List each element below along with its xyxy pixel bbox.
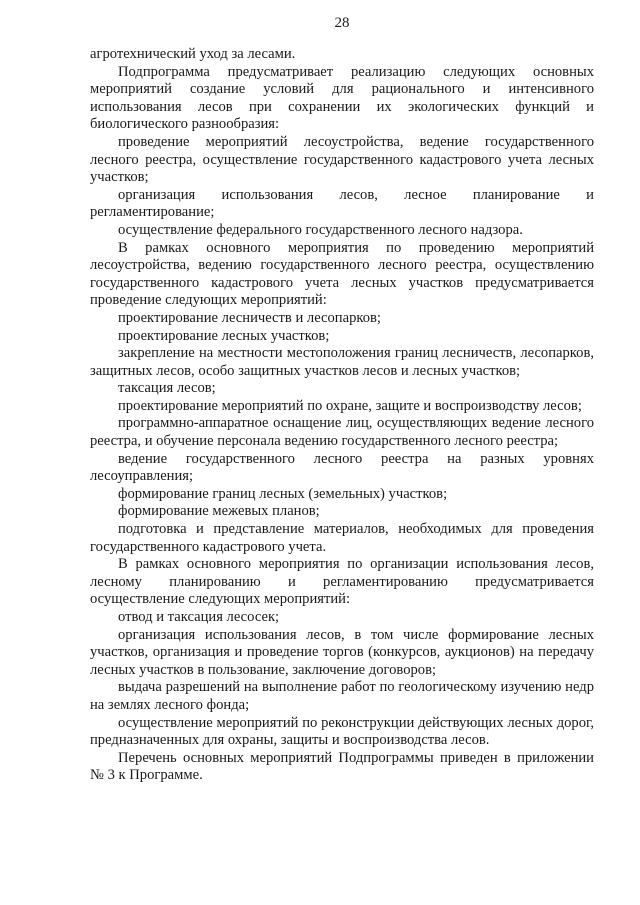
paragraph: осуществление федерального государственного лесного надзора. (118, 221, 523, 238)
paragraph: осуществление мероприятий по реконструкции действующих лесных дорог, предназначенных для охраны, защиты и воспроизводства лесов. (90, 714, 594, 749)
paragraph: проектирование лесничеств и лесопарков; (118, 309, 381, 326)
paragraph: проектирование лесных участков; (118, 327, 330, 344)
paragraph: программно-аппаратное оснащение лиц, осуществляющих ведение лесного реестра, и обучение персонала ведению государственного лесного реестра; (90, 415, 594, 450)
page-number: 28 (334, 15, 350, 31)
paragraph: проведение мероприятий лесоустройства, ведение государственного лесного реестра, осуществление государственного кадастрового учета лесных участков; (90, 133, 594, 186)
paragraph: агротехнический уход за лесами. (90, 46, 296, 62)
paragraph: Перечень основных мероприятий Подпрограммы приведен в приложении № 3 к Программе. (90, 749, 594, 784)
paragraph: Подпрограмма предусматривает реализацию следующих основных мероприятий создание условий для рационального и интенсивного использования лесов при сохранении их экологических функций и биологического разнообразия: (90, 63, 594, 133)
paragraph: выдача разрешений на выполнение работ по геологическому изучению недр на землях лесного фонда; (90, 679, 594, 713)
paragraph: организация использования лесов, в том числе формирование лесных участков, организация и проведение торгов (конкурсов, аукционов) на передачу лесных участков в пользование, заключение договоров; (90, 626, 594, 678)
paragraph: отвод и таксация лесосек; (118, 609, 280, 625)
document-body (90, 46, 594, 785)
paragraph: В рамках основного мероприятия по организации использования лесов, лесному планированию и регламентированию предусматривается осуществление следующих мероприятий: (90, 556, 594, 608)
paragraph: проектирование мероприятий по охране, защите и воспроизводству лесов; (118, 397, 582, 414)
paragraph: формирование границ лесных (земельных) участков; (118, 485, 448, 502)
paragraph: формирование межевых планов; (118, 503, 320, 520)
paragraph: таксация лесов; (118, 380, 216, 397)
paragraph: организация использования лесов, лесное планирование и регламентирование; (90, 186, 594, 221)
paragraph: подготовка и представление материалов, необходимых для проведения государственного кадастрового учета. (90, 521, 594, 555)
paragraph: ведение государственного лесного реестра на разных уровнях лесоуправления; (90, 450, 594, 485)
paragraph: закрепление на местности местоположения границ лесничеств, лесопарков, защитных лесов, особо защитных участков лесов и лесных участков; (90, 345, 594, 379)
paragraph: В рамках основного мероприятия по проведению мероприятий лесоустройства, ведению государственного лесного реестра, осуществлению государственного кадастрового учета лесных участков предусматривается проведение следующих мероприятий: (90, 239, 594, 309)
